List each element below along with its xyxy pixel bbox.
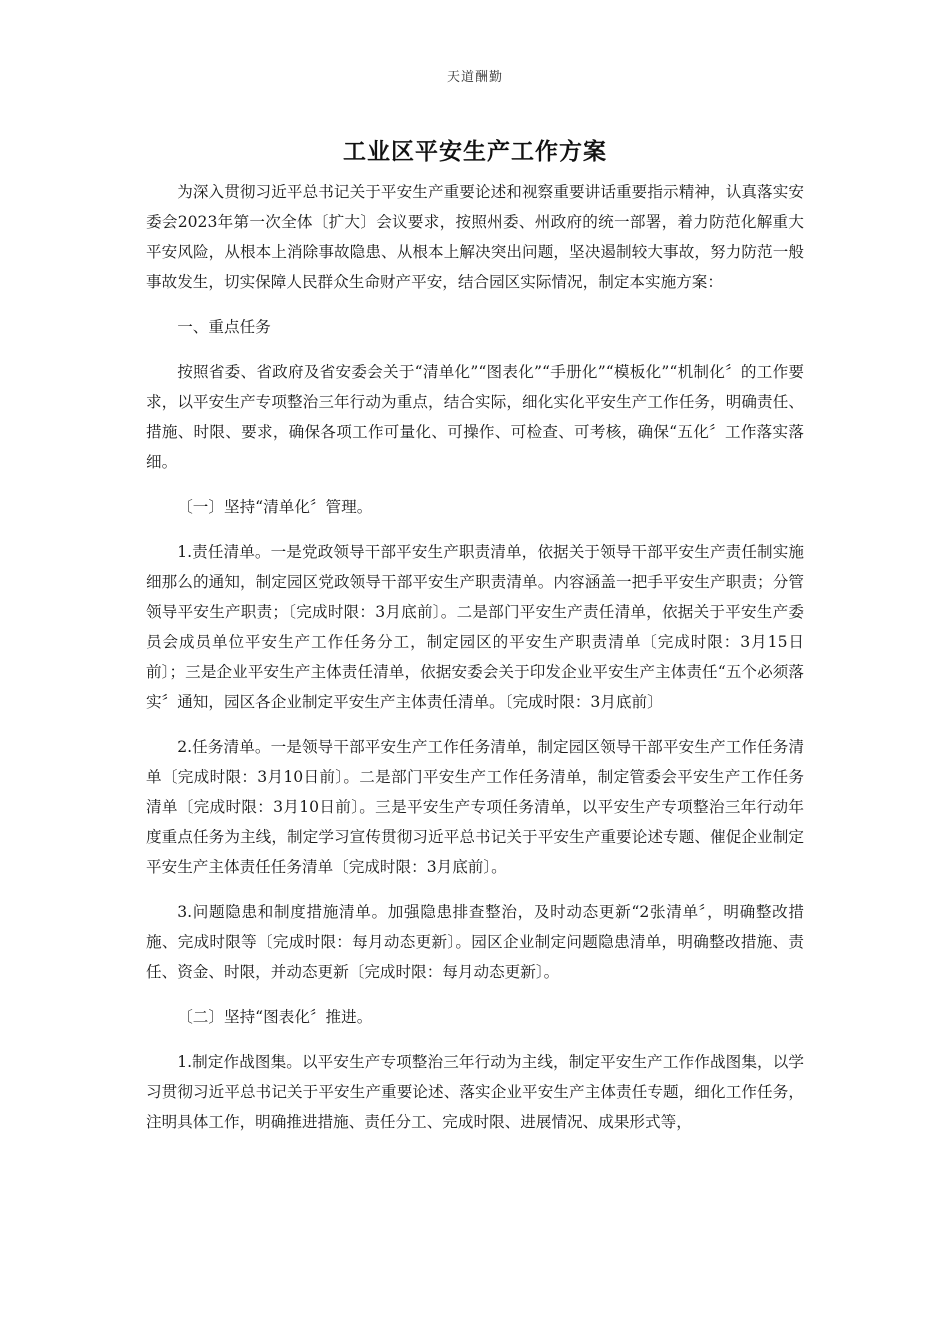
item-task-list: 2.任务清单。一是领导干部平安生产工作任务清单，制定园区领导干部平安生产工作任务清单〔完成时限：3月10日前〕。二是部门平安生产工作任务清单，制定管委会平安生产工作任务清单〔完成时限：3月10日前〕。三是平安生产专项任务清单，以平安生产专项整治三年行动年度重点任务为主线，制定学习宣传贯彻习近平总书记关于平安生产重要论述专题、催促企业制定平安生产主体责任任务清单〔完成时限：3月底前〕。 [146, 738, 804, 876]
page-header-mark: 天道酬勤 [446, 70, 503, 85]
subsection-heading-checklist: 〔一〕坚持“清单化〞管理。 [177, 498, 373, 516]
section-heading-key-tasks: 一、重点任务 [177, 318, 271, 336]
intro-paragraph: 为深入贯彻习近平总书记关于平安生产重要论述和视察重要讲话重要指示精神，认真落实安委会2023年第一次全体〔扩大〕会议要求，按照州委、州政府的统一部署，着力防范化解重大平安风险，从根本上消除事故隐患、从根本上解决突出问题，坚决遏制较大事故，努力防范一般事故发生，切实保障人民群众生命财产平安，结合园区实际情况，制定本实施方案： [146, 183, 804, 291]
subsection-heading-charts: 〔二〕坚持“图表化〞推进。 [177, 1008, 373, 1026]
item-battle-maps: 1.制定作战图集。以平安生产专项整治三年行动为主线，制定平安生产工作作战图集，以学习贯彻习近平总书记关于平安生产重要论述、落实企业平安生产主体责任专题，细化工作任务，注明具体工作，明确推进措施、责任分工、完成时限、进展情况、成果形式等， [146, 1053, 804, 1131]
item-responsibility-list: 1.责任清单。一是党政领导干部平安生产职责清单，依据关于领导干部平安生产责任制实施细那么的通知，制定园区党政领导干部平安生产职责清单。内容涵盖一把手平安生产职责；分管领导平安生产职责；〔完成时限：3月底前〕。二是部门平安生产责任清单，依据关于平安生产委员会成员单位平安生产工作任务分工，制定园区的平安生产职责清单〔完成时限：3月15日前〕；三是企业平安生产主体责任清单，依据安委会关于印发企业平安生产主体责任“五个必须落实〞通知，园区各企业制定平安生产主体责任清单。〔完成时限：3月底前〕 [146, 543, 804, 711]
item-hazard-list: 3.问题隐患和制度措施清单。加强隐患排查整治，及时动态更新“2张清单〞，明确整改措施、完成时限等〔完成时限：每月动态更新〕。园区企业制定问题隐患清单，明确整改措施、责任、资金、时限，并动态更新〔完成时限：每月动态更新〕。 [146, 903, 804, 981]
document-body [146, 177, 804, 1152]
document-title: 工业区平安生产工作方案 [343, 139, 607, 165]
key-tasks-paragraph: 按照省委、省政府及省安委会关于“清单化”“图表化”“手册化”“模板化”“机制化〞的工作要求，以平安生产专项整治三年行动为重点，结合实际，细化实化平安生产工作任务，明确责任、措施、时限、要求，确保各项工作可量化、可操作、可检查、可考核，确保“五化〞工作落实落细。 [146, 363, 804, 471]
